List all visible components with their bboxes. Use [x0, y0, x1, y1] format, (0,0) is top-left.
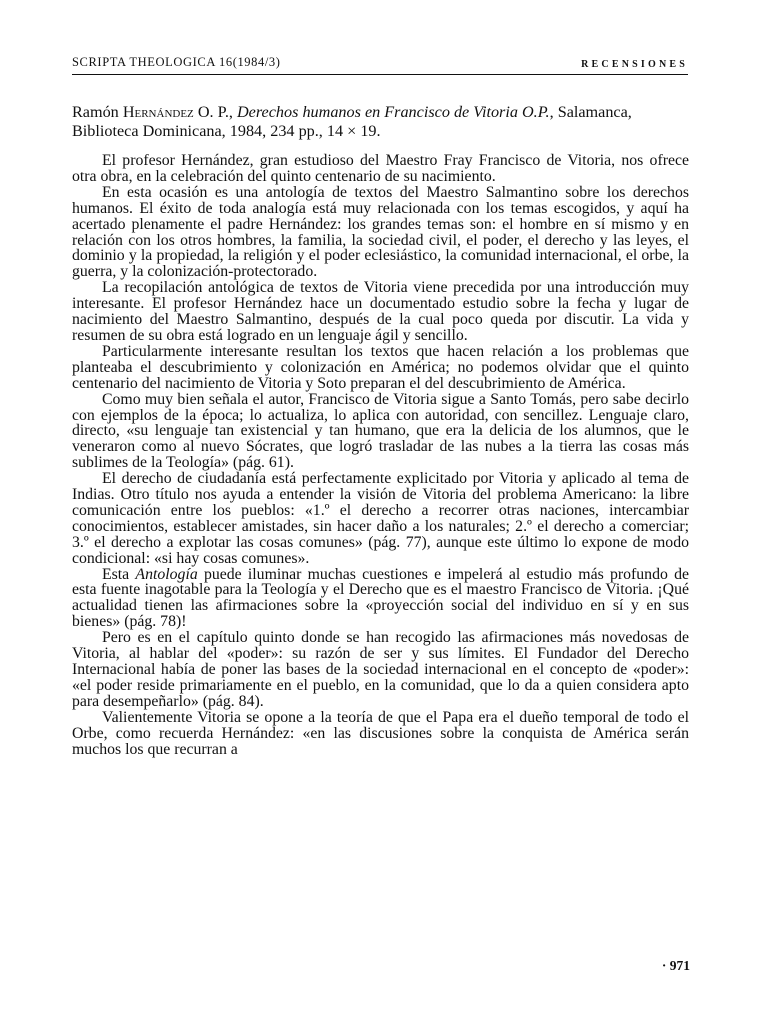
paragraph: Valientemente Vitoria se opone a la teoría de que el Papa era el dueño temporal de todo el Orbe, como recuerda Hernández: «en las discusiones sobre la conquista de América serán muchos los que recurran a — [72, 708, 689, 758]
paragraph: La recopilación antológica de textos de Vitoria viene precedida por una introducción muy interesante. El profesor Hernández hace un documentado estudio sobre la fecha y lugar de nacimiento del Maestro Salmantino, después de la cual poco queda por discutir. La vida y resumen de su obra está logrado en un lenguaje ágil y sencillo. — [72, 279, 689, 344]
section-title: RECENSIONES — [581, 59, 688, 70]
book-citation — [72, 103, 688, 141]
paragraph-text: puede iluminar muchas cuestiones e impelerá al estudio más profundo de esta fuente inagotable para la Teología y el Derecho que es el maestro Francisco de Vitoria. ¡Qué actualidad tienen las afirmaciones sobre la «proyección social del individuo en sí y en sus bienes» (pág. 78)! — [72, 565, 689, 631]
paragraph: Como muy bien señala el autor, Francisco de Vitoria sigue a Santo Tomás, pero sabe decirlo con ejemplos de la época; lo actualiza, lo aplica con autoridad, con sencillez. Lenguaje claro, directo, «su lenguaje tan existencial y tan humano, que era la delicia de los alumnos, que le veneraron como al nuevo Sócrates, que logró trasladar de las nubes a la tierra las cosas más sublimes de la Teología» (pág. 61). — [72, 390, 689, 472]
paragraph: El profesor Hernández, gran estudioso del Maestro Fray Francisco de Vitoria, nos ofrece otra obra, en la celebración del quinto centenario de su nacimiento. — [72, 152, 689, 185]
paragraph: El derecho de ciudadanía está perfectamente explicitado por Vitoria y aplicado al tema de Indias. Otro título nos ayuda a entender la visión de Vitoria del problema Americano: la libre comunicación entre los pueblos: «1.º el derecho a recorrer otras naciones, intercambiar conocimientos, establecer amistades, sin hacer daño a los naturales; 2.º el derecho a comerciar; 3.º el derecho a explotar las cosas comunes» (pág. 77), aunque este último lo expone de modo condicional: «si hay cosas comunes». — [72, 470, 689, 567]
paragraph — [72, 567, 689, 631]
review-body — [72, 153, 689, 757]
publication-details: , Salamanca, Biblioteca Dominicana, 1984, 234 pp., 14 × 19. — [72, 103, 632, 140]
italic-term: Antología — [135, 565, 198, 583]
author-first-name: Ramón — [72, 103, 123, 121]
page-number: · 971 — [661, 958, 690, 973]
running-header — [72, 55, 688, 75]
paragraph: Particularmente interesante resultan los textos que hacen relación a los problemas que planteaba el descubrimiento y colonización en América; no podemos olvidar que el quinto centenario del nacimiento de Vitoria y Soto preparan el del descubrimiento de América. — [72, 342, 689, 392]
paragraph: En esta ocasión es una antología de textos del Maestro Salmantino sobre los derechos humanos. El éxito de toda analogía está muy relacionada con los temas escogidos, y aquí ha acertado plenamente el padre Hernández: los grandes temas son: el hombre en sí mismo y en relación con los otros hombres, la familia, la sociedad civil, el poder, el derecho y las leyes, el dominio y la propiedad, la religión y el poder eclesiástico, la comunidad internacional, el orbe, la guerra, y la colonización-protectorado. — [72, 183, 689, 281]
author-suffix: O. P., — [193, 103, 237, 121]
paragraph: Pero es en el capítulo quinto donde se han recogido las afirmaciones más novedosas de Vitoria, al hablar del «poder»: su razón de ser y sus límites. El Fundador del Derecho Internacional había de poner las bases de la sociedad internacional en el concepto de «poder»: «el poder reside primariamente en el pueblo, en la comunidad, que lo da a quien considera apto para desempeñarlo» (pág. 84). — [72, 629, 689, 710]
paragraph-text: Esta — [102, 565, 136, 583]
book-title: Derechos humanos en Francisco de Vitoria O.P. — [236, 103, 550, 121]
journal-title: SCRIPTA THEOLOGICA 16(1984/3) — [72, 55, 281, 69]
author-last-name: Hernández — [122, 103, 194, 121]
